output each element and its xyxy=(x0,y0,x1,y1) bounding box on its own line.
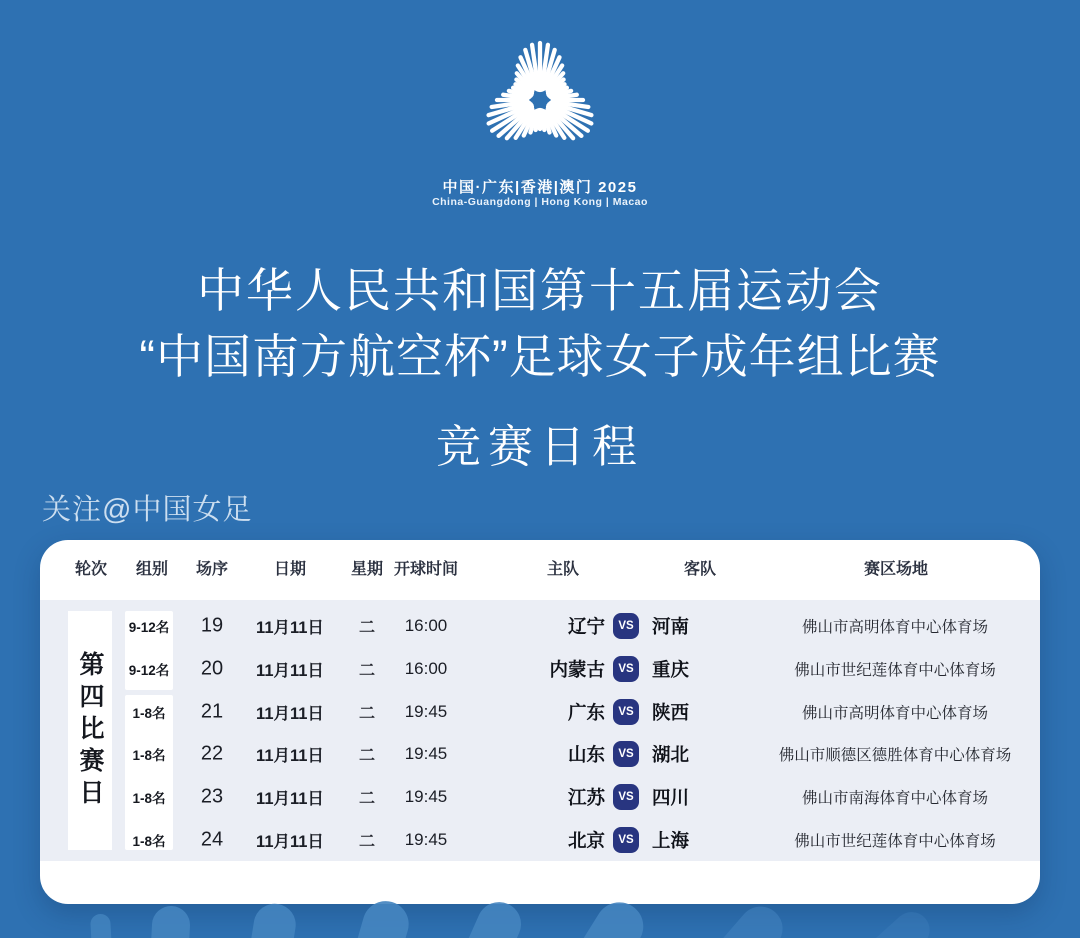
vs-badge: VS xyxy=(613,699,639,725)
cell-group: 1-8名 xyxy=(132,705,166,721)
cell-venue: 佛山市高明体育中心体育场 xyxy=(801,704,988,722)
cell-time: 19:45 xyxy=(404,829,448,849)
cell-weekday: 二 xyxy=(358,747,375,765)
cell-weekday: 二 xyxy=(358,619,375,637)
cell-time: 19:45 xyxy=(404,744,448,764)
cell-group: 1-8名 xyxy=(132,748,166,764)
cell-group: 1-8名 xyxy=(132,833,166,849)
cell-home: 江苏 xyxy=(567,787,605,809)
column-header-8: 赛区场地 xyxy=(863,561,929,578)
cell-no: 23 xyxy=(200,785,224,808)
cell-time: 19:45 xyxy=(404,787,448,807)
cell-no: 24 xyxy=(200,828,224,851)
cell-group: 9-12名 xyxy=(128,620,170,636)
table-row xyxy=(40,776,1040,819)
cell-away: 陕西 xyxy=(652,701,690,723)
table-row xyxy=(40,648,1040,691)
cell-date: 11月11日 xyxy=(256,619,324,638)
vs-badge: VS xyxy=(613,827,639,853)
cell-group: 9-12名 xyxy=(128,663,170,679)
cell-venue: 佛山市南海体育中心体育场 xyxy=(801,790,988,808)
vs-badge: VS xyxy=(613,656,639,682)
round-label: 第四比赛日 xyxy=(76,650,104,811)
event-title-line1: 中华人民共和国第十五届运动会 xyxy=(197,264,883,317)
cell-weekday: 二 xyxy=(358,833,375,851)
cell-home: 广东 xyxy=(567,701,605,723)
follow-handle-label: 关注@中国女足 xyxy=(42,494,253,526)
cell-away: 河南 xyxy=(652,616,690,638)
column-header-3: 日期 xyxy=(273,561,307,578)
column-header-4: 星期 xyxy=(350,561,384,578)
schedule-table-card xyxy=(40,540,1040,904)
table-header-row xyxy=(40,540,1040,600)
cell-home: 北京 xyxy=(567,829,605,851)
cell-weekday: 二 xyxy=(358,790,375,808)
table-row xyxy=(40,690,1040,733)
cell-no: 21 xyxy=(200,700,224,723)
emblem-caption-cn: 中国·广东|香港|澳门 2025 xyxy=(442,179,638,196)
emblem-caption-en: China-Guangdong | Hong Kong | Macao xyxy=(432,196,648,208)
cell-home: 山东 xyxy=(567,744,605,766)
cell-venue: 佛山市世纪莲体育中心体育场 xyxy=(794,832,996,850)
cell-no: 20 xyxy=(200,657,224,680)
table-row xyxy=(40,733,1040,776)
cell-away: 湖北 xyxy=(652,744,690,766)
cell-date: 11月11日 xyxy=(256,662,324,681)
cell-away: 上海 xyxy=(652,829,690,851)
cell-no: 19 xyxy=(200,614,224,637)
vs-badge: VS xyxy=(613,741,639,767)
vs-badge: VS xyxy=(613,613,639,639)
cell-venue: 佛山市世纪莲体育中心体育场 xyxy=(794,662,996,680)
column-header-1: 组别 xyxy=(135,561,169,578)
cell-weekday: 二 xyxy=(358,662,375,680)
cell-away: 重庆 xyxy=(652,659,690,681)
cell-time: 19:45 xyxy=(404,701,448,721)
column-header-6: 主队 xyxy=(546,561,580,578)
cell-venue: 佛山市顺德区德胜体育中心体育场 xyxy=(778,747,1012,765)
games-emblem-burst-icon xyxy=(430,28,650,173)
cell-time: 16:00 xyxy=(404,616,448,636)
cell-home: 辽宁 xyxy=(567,616,605,638)
column-header-0: 轮次 xyxy=(74,561,108,578)
cell-weekday: 二 xyxy=(358,705,375,723)
cell-date: 11月11日 xyxy=(256,790,324,809)
cell-home: 内蒙古 xyxy=(549,659,605,681)
table-row xyxy=(40,605,1040,648)
cell-venue: 佛山市高明体育中心体育场 xyxy=(801,619,988,637)
column-header-5: 开球时间 xyxy=(393,561,459,578)
cell-date: 11月11日 xyxy=(256,832,324,851)
cell-date: 11月11日 xyxy=(256,704,324,723)
cell-date: 11月11日 xyxy=(256,747,324,766)
bottom-petal-decoration-icon xyxy=(0,898,1080,938)
column-header-7: 客队 xyxy=(683,561,717,578)
column-header-2: 场序 xyxy=(195,561,229,578)
vs-badge: VS xyxy=(613,784,639,810)
cell-time: 16:00 xyxy=(404,659,448,679)
table-row xyxy=(40,819,1040,862)
cell-no: 22 xyxy=(200,742,224,765)
event-title-line2: “中国南方航空杯”足球女子成年组比赛 xyxy=(139,330,941,383)
cell-away: 四川 xyxy=(652,787,690,809)
cell-group: 1-8名 xyxy=(132,791,166,807)
schedule-subtitle: 竞赛日程 xyxy=(435,421,644,472)
